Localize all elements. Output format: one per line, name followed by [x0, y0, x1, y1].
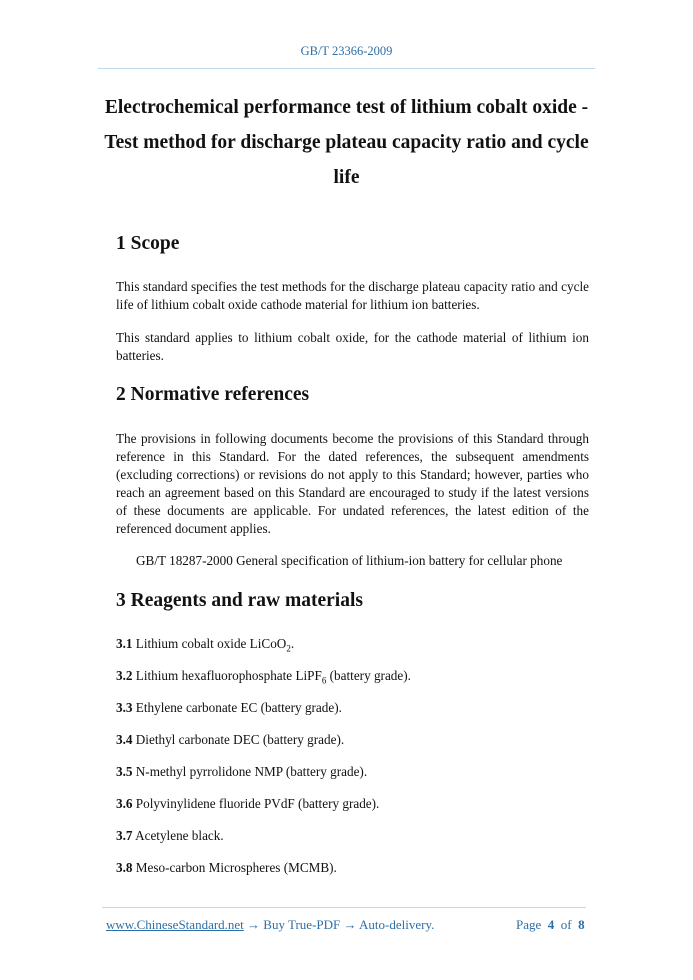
reagent-item: [116, 796, 379, 812]
page-title: Electrochemical performance test of lithium cobalt oxide - Test method for discharge plateau capacity ratio and cycle life: [104, 97, 589, 188]
reagent-item: [116, 860, 337, 876]
item-number: 3.6: [116, 796, 133, 811]
auto-delivery-text: Auto-delivery.: [359, 917, 435, 932]
reagent-item: [116, 700, 342, 716]
footer-divider: [102, 907, 586, 908]
section-heading-normative: 2 Normative references: [116, 384, 310, 405]
item-number: 3.3: [116, 700, 133, 715]
item-text: Lithium hexafluorophosphate LiPF: [135, 668, 322, 683]
scope-paragraph-1: This standard specifies the test methods for the discharge plateau capacity ratio and cycle life of lithium cobalt oxide cathode material for lithium ion batteries.: [116, 279, 589, 312]
page-label: Page: [516, 917, 542, 932]
item-text: Meso-carbon Microspheres (MCMB).: [135, 860, 337, 875]
total-pages: 8: [578, 917, 585, 932]
reagent-item: [116, 636, 294, 654]
item-text: Diethyl carbonate DEC (battery grade).: [135, 732, 345, 747]
buy-pdf-text: Buy True-PDF: [263, 917, 341, 932]
item-number: 3.7: [116, 828, 133, 843]
of-label: of: [560, 917, 572, 932]
item-number: 3.5: [116, 764, 133, 779]
item-text: Ethylene carbonate EC (battery grade).: [135, 700, 342, 715]
header-divider: [98, 68, 595, 69]
header-doc-code: GB/T 23366-2009: [300, 44, 393, 58]
item-text: Lithium cobalt oxide LiCoO: [135, 636, 287, 651]
item-number: 3.2: [116, 668, 133, 683]
item-text: Polyvinylidene fluoride PVdF (battery grade).: [135, 796, 380, 811]
section-heading-scope: 1 Scope: [116, 233, 180, 254]
item-number: 3.4: [116, 732, 133, 747]
scope-paragraph-2: This standard applies to lithium cobalt oxide, for the cathode material of lithium ion batteries.: [116, 330, 589, 363]
current-page: 4: [547, 917, 555, 932]
normative-paragraph: The provisions in following documents become the provisions of this Standard through reference in this Standard. For the dated references, the subsequent amendments (excluding corrections) or revisions do not apply to this Standard; however, parties who reach an agreement based on this Standard are encouraged to study if the latest versions of these documents are applicable. For undated references, the latest edition of the referenced document applies.: [116, 431, 589, 536]
reagent-item: [116, 732, 344, 748]
item-subscript: 6: [321, 675, 327, 686]
item-suffix: .: [290, 636, 295, 651]
reagent-item: [116, 828, 224, 844]
item-suffix: (battery grade).: [326, 668, 411, 683]
item-number: 3.1: [116, 636, 133, 651]
normative-reference: GB/T 18287-2000 General specification of lithium-ion battery for cellular phone: [136, 553, 563, 568]
item-subscript: 2: [286, 643, 291, 654]
arrow-icon: →: [343, 917, 357, 932]
reagent-item: [116, 764, 367, 780]
reagent-item: [116, 668, 411, 686]
footer-promo: [106, 917, 434, 933]
arrow-icon: →: [247, 917, 261, 932]
item-text: N-methyl pyrrolidone NMP (battery grade).: [135, 764, 368, 779]
section-heading-reagents: 3 Reagents and raw materials: [116, 590, 363, 611]
item-text: Acetylene black.: [135, 828, 224, 843]
page-number: [516, 917, 585, 933]
website-link[interactable]: www.ChineseStandard.net: [106, 917, 244, 932]
item-number: 3.8: [116, 860, 133, 875]
